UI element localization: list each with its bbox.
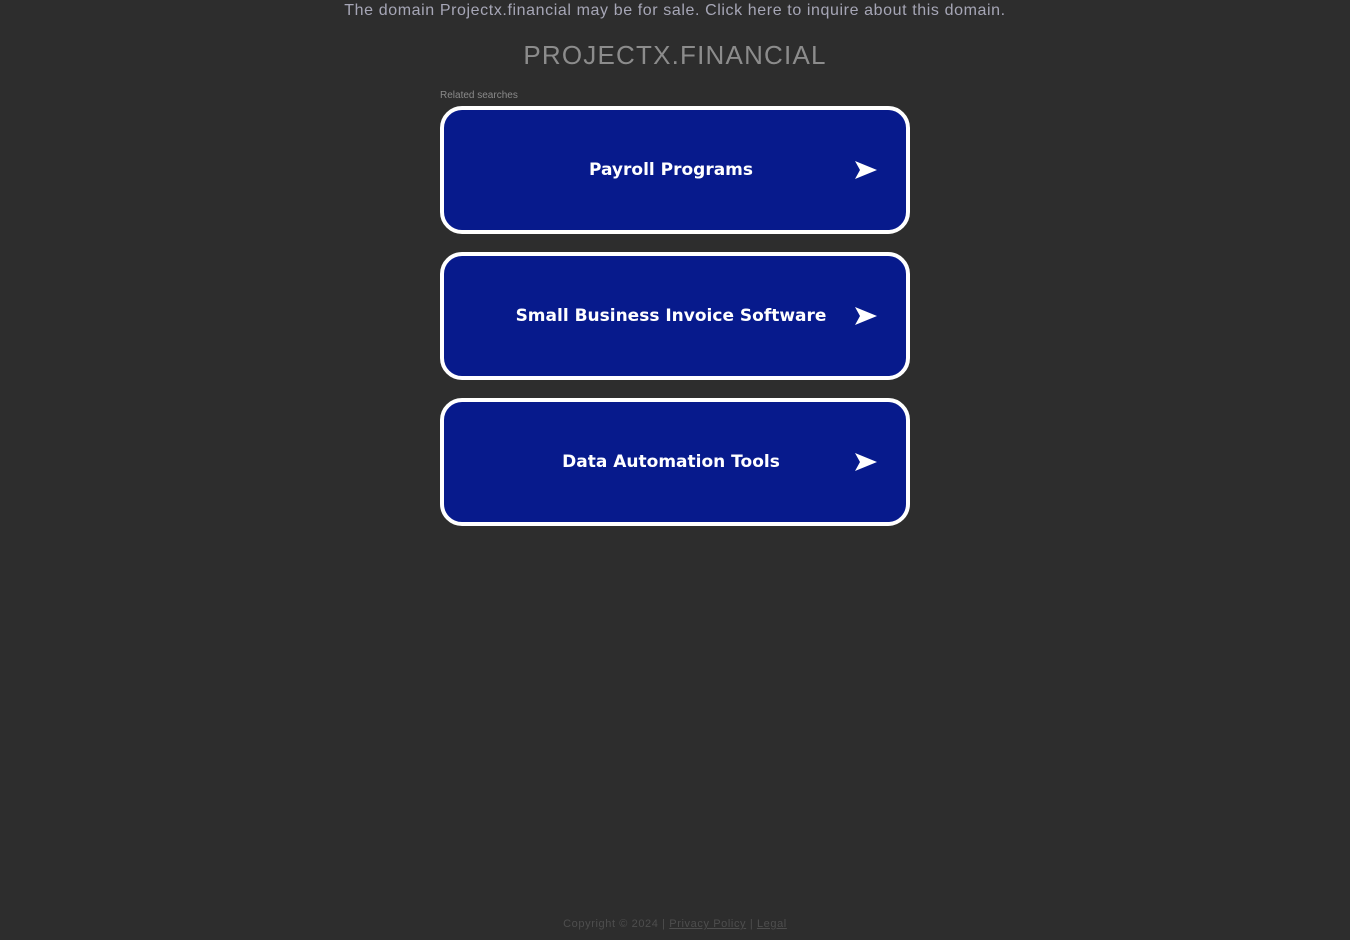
domain-title: PROJECTX.FINANCIAL <box>523 40 827 70</box>
footer-separator: | <box>749 918 754 930</box>
related-searches-label: Related searches <box>440 90 518 101</box>
related-search-button-payroll-programs[interactable] <box>440 106 910 234</box>
legal-link[interactable]: Legal <box>756 918 787 930</box>
related-search-button-data-automation-tools[interactable] <box>440 398 910 526</box>
related-search-button-small-business-invoice-software[interactable] <box>440 252 910 380</box>
domain-sale-link[interactable]: The domain Projectx.financial may be for sale. Click here to inquire about this domain. <box>344 2 1006 19</box>
related-searches-list <box>440 106 910 544</box>
copyright-text: Copyright © 2024 <box>563 918 659 930</box>
footer-separator: | <box>662 918 666 930</box>
privacy-policy-link[interactable]: Privacy Policy <box>669 918 747 930</box>
arrow-right-icon <box>854 452 878 472</box>
footer <box>0 918 1350 930</box>
related-search-label: Payroll Programs <box>588 160 754 180</box>
arrow-right-icon <box>854 160 878 180</box>
arrow-right-icon <box>854 306 878 326</box>
related-search-label: Data Automation Tools <box>562 452 780 472</box>
related-search-label: Small Business Invoice Software <box>515 306 827 326</box>
